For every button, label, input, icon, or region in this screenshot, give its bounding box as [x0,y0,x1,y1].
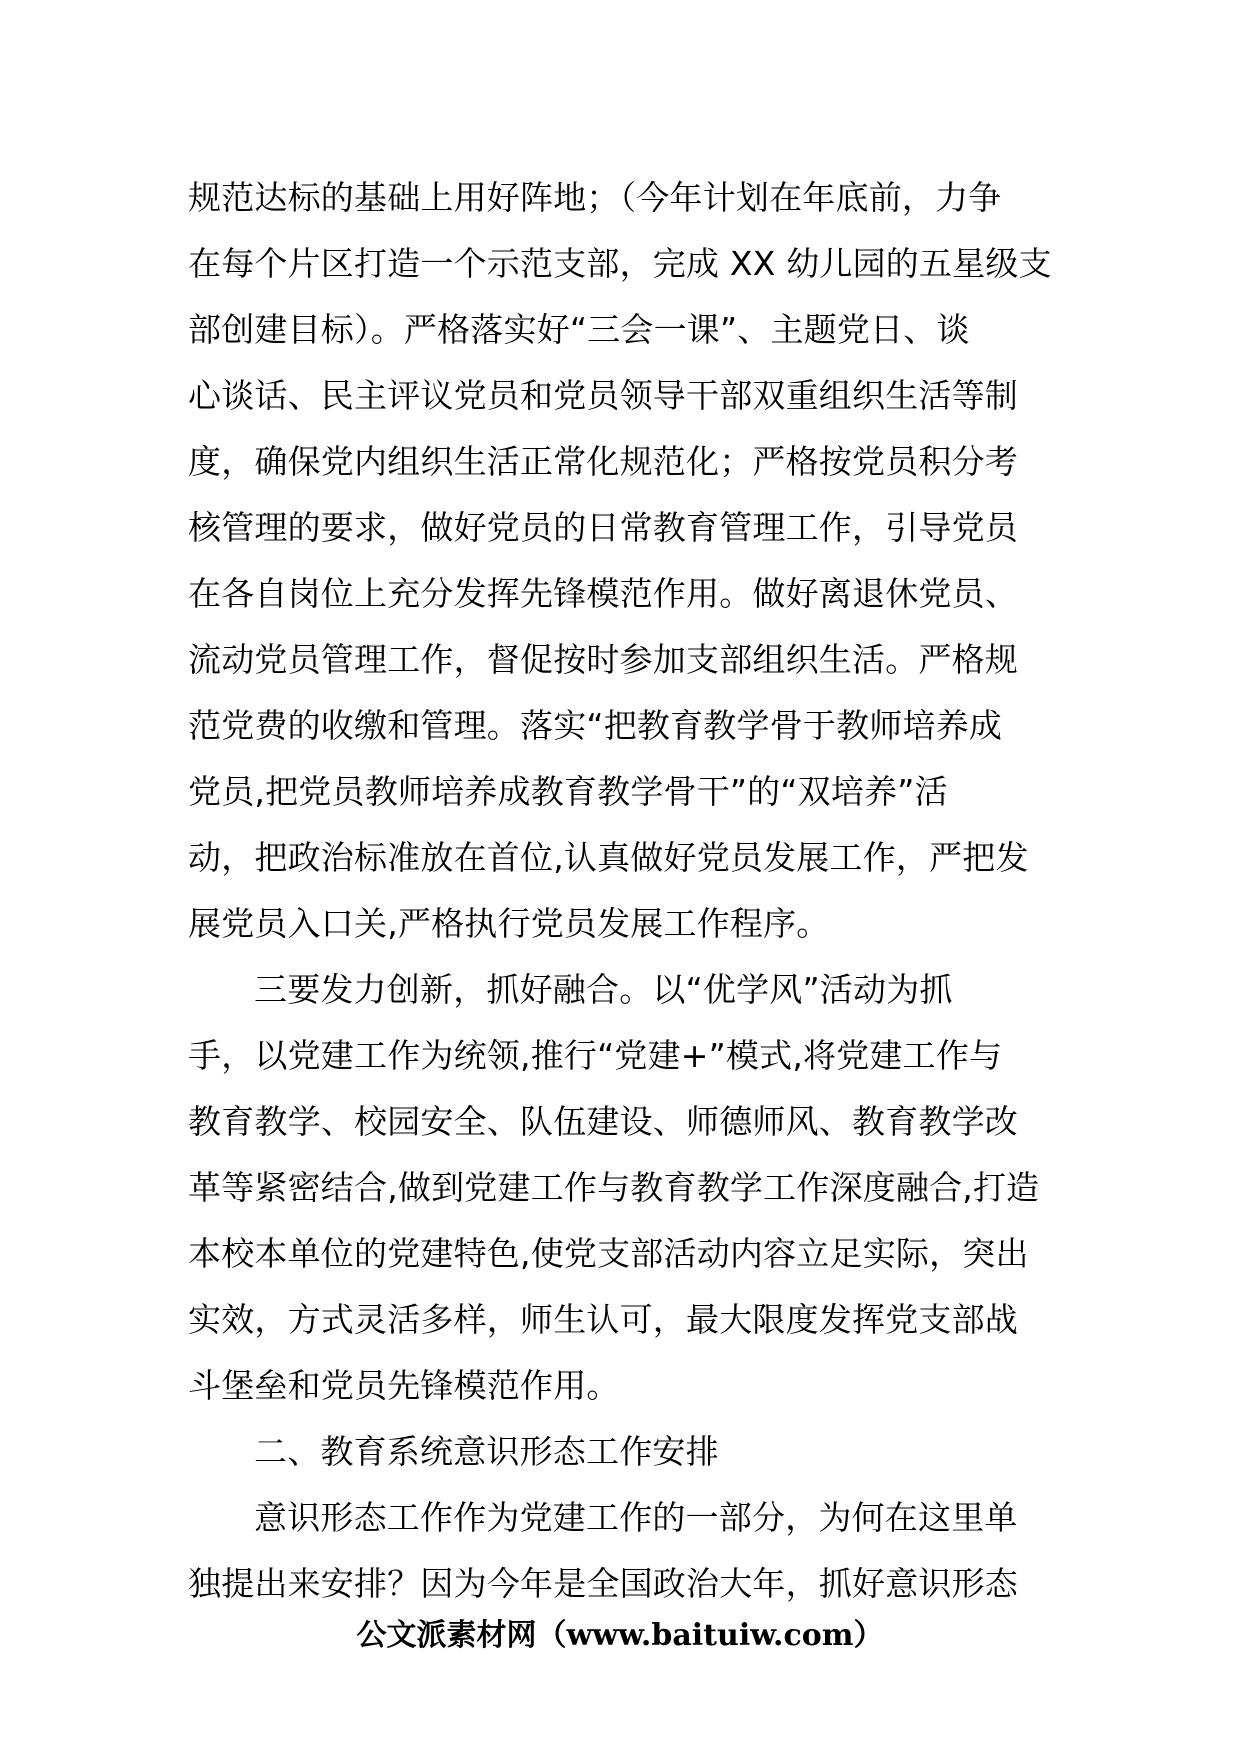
body-line: 流动党员管理工作，督促按时参加支部组织生活。严格规 [188,640,1018,679]
paragraph-start-line: 三要发力创新，抓好融合。以“优学风”活动为抓 [254,970,953,1009]
body-line: 手，以党建工作为统领,推行“党建+”模式,将党建工作与 [188,1036,1003,1075]
body-line: 在各自岗位上充分发挥先锋模范作用。做好离退休党员、 [188,574,1018,613]
body-line: 独提出来安排？因为今年是全国政治大年，抓好意识形态 [188,1564,1018,1603]
body-line: 范党费的收缴和管理。落实“把教育教学骨于教师培养成 [188,706,1003,745]
body-line: 教育教学、校园安全、队伍建设、师德师风、教育教学改 [188,1102,1018,1141]
body-line: 实效，方式灵活多样，师生认可，最大限度发挥党支部战 [188,1300,1018,1339]
footer-watermark: 公文派素材网（www.baituiw.com） [356,1618,884,1653]
body-line: 在每个片区打造一个示范支部，完成 XX 幼儿园的五星级支 [188,244,1052,283]
body-line: 本校本单位的党建特色,使党支部活动内容立足实际，突出 [188,1234,1029,1273]
body-line: 规范达标的基础上用好阵地；（今年计划在年底前，力争 [188,178,1002,217]
body-line: 动，把政治标准放在首位,认真做好党员发展工作，严把发 [188,838,1029,877]
body-line: 核管理的要求，做好党员的日常教育管理工作，引导党员 [188,508,1018,547]
body-line: 度，确保党内组织生活正常化规范化；严格按党员积分考 [188,442,1018,481]
body-line: 斗堡垒和党员先锋模范作用。 [188,1366,620,1405]
body-line: 部创建目标）。严格落实好“三会一课”、主题党日、谈 [188,310,970,349]
body-line: 革等紧密结合,做到党建工作与教育教学工作深度融合,打造 [188,1168,1040,1207]
body-line: 党员,把党员教师培养成教育教学骨干”的“双培养”活 [188,772,948,811]
body-line: 展党员入口关,严格执行党员发展工作程序。 [188,904,830,943]
section-heading: 二、教育系统意识形态工作安排 [254,1432,719,1471]
paragraph-start-line: 意识形态工作作为党建工作的一部分，为何在这里单 [254,1498,1018,1537]
document-body [188,165,1053,1617]
body-line: 心谈话、民主评议党员和党员领导干部双重组织生活等制 [188,376,1018,415]
